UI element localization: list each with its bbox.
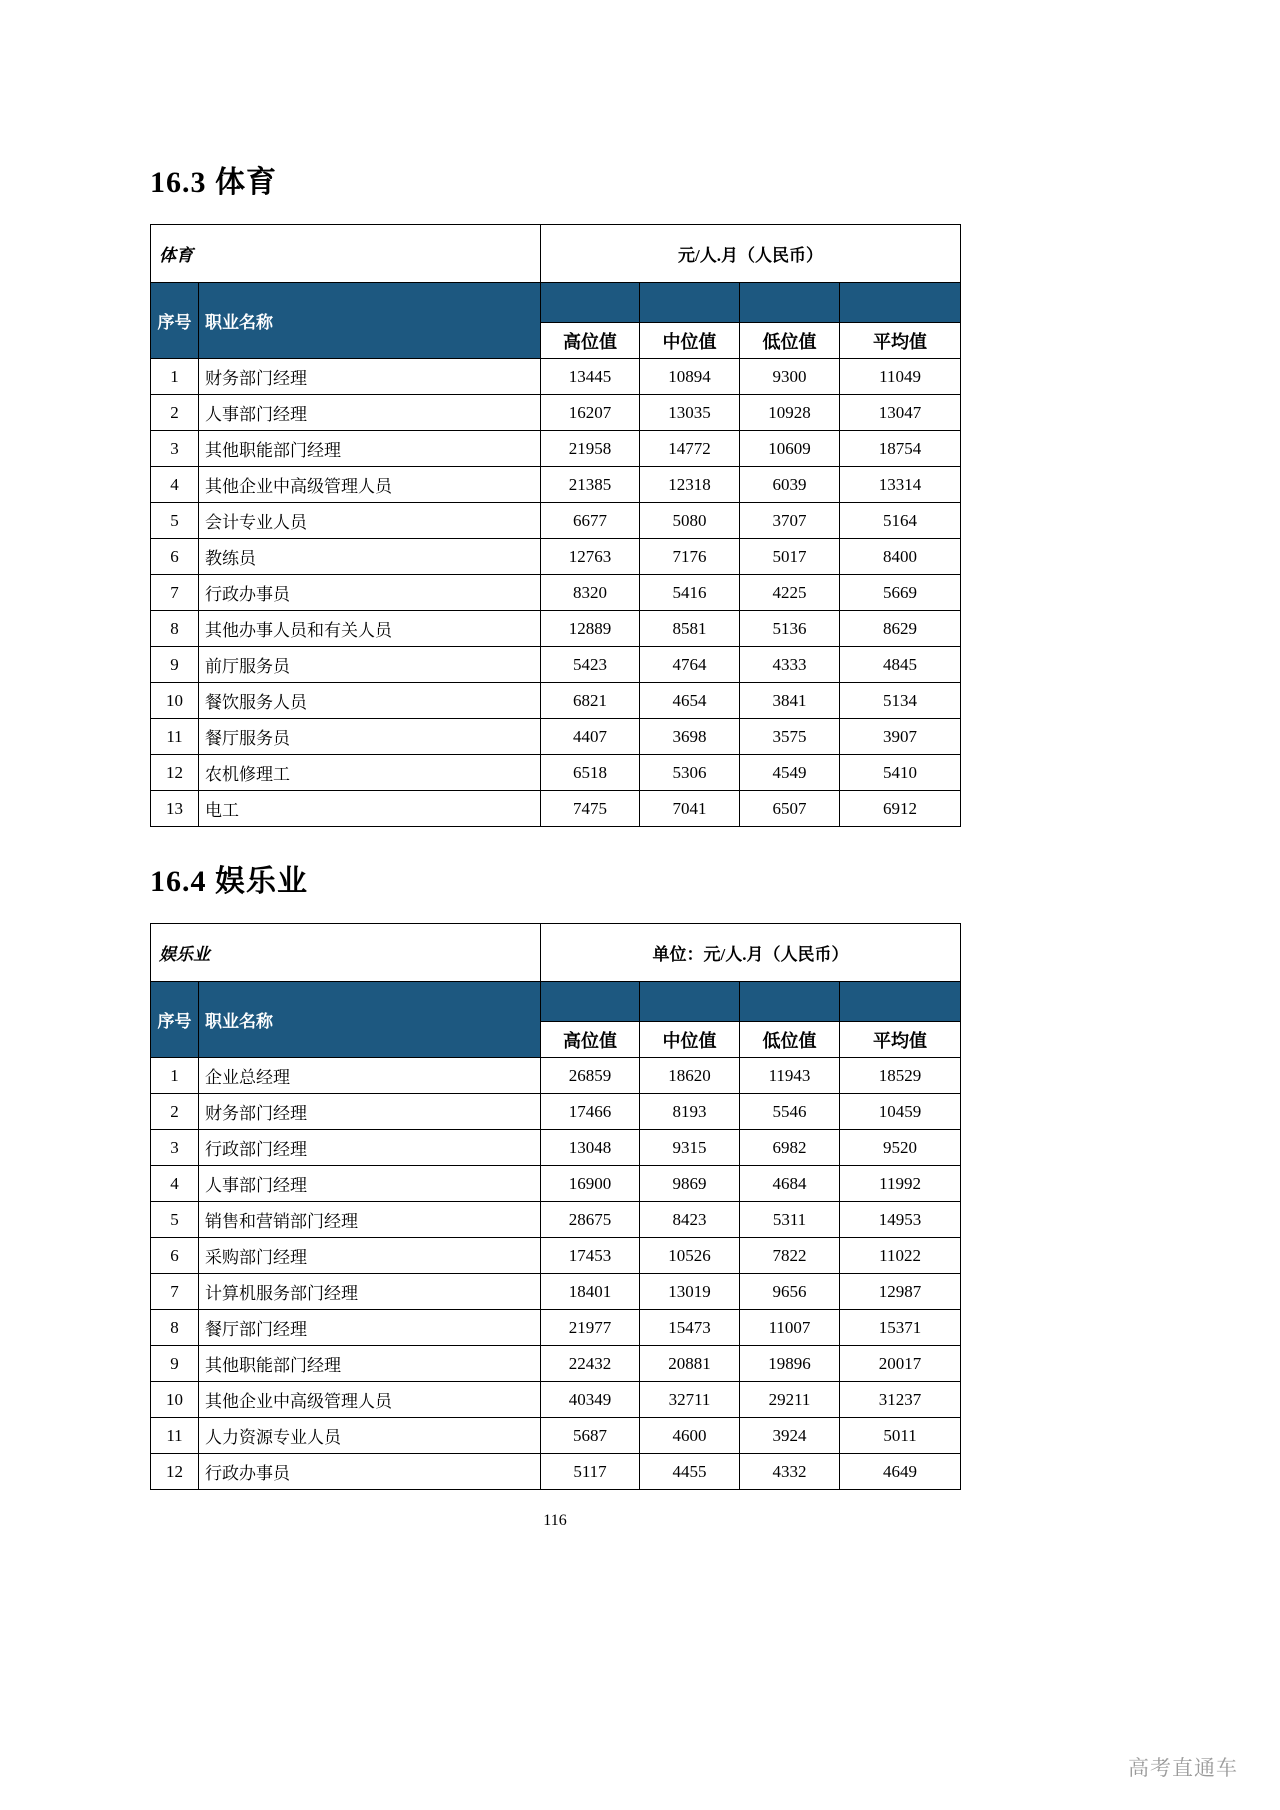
value-cell: 11022: [840, 1238, 961, 1274]
col-header-low: 低位值: [740, 1022, 840, 1058]
value-cell: 16900: [541, 1166, 640, 1202]
value-cell: 13445: [541, 359, 640, 395]
occupation-name: 餐厅部门经理: [199, 1310, 541, 1346]
col-header-low: 低位值: [740, 323, 840, 359]
value-cell: 3707: [740, 503, 840, 539]
header-band-cell: [740, 982, 840, 1022]
value-cell: 4684: [740, 1166, 840, 1202]
col-header-high: 高位值: [541, 323, 640, 359]
value-cell: 18754: [840, 431, 961, 467]
row-index: 2: [151, 395, 199, 431]
col-header-index: 序号: [151, 982, 199, 1058]
value-cell: 4455: [640, 1454, 740, 1490]
value-cell: 3841: [740, 683, 840, 719]
header-band-cell: [840, 283, 961, 323]
value-cell: 6507: [740, 791, 840, 827]
table-row: [151, 431, 961, 467]
value-cell: 3698: [640, 719, 740, 755]
occupation-name: 销售和营销部门经理: [199, 1202, 541, 1238]
table-row: [151, 719, 961, 755]
row-index: 12: [151, 1454, 199, 1490]
occupation-name: 人事部门经理: [199, 395, 541, 431]
row-index: 8: [151, 1310, 199, 1346]
header-band-cell: [541, 982, 640, 1022]
value-cell: 9315: [640, 1130, 740, 1166]
value-cell: 13048: [541, 1130, 640, 1166]
value-cell: 17466: [541, 1094, 640, 1130]
row-index: 7: [151, 575, 199, 611]
value-cell: 16207: [541, 395, 640, 431]
table-row: [151, 1094, 961, 1130]
occupation-name: 计算机服务部门经理: [199, 1274, 541, 1310]
occupation-name: 其他职能部门经理: [199, 1346, 541, 1382]
value-cell: 6518: [541, 755, 640, 791]
value-cell: 7822: [740, 1238, 840, 1274]
value-cell: 12889: [541, 611, 640, 647]
value-cell: 4649: [840, 1454, 961, 1490]
value-cell: 8581: [640, 611, 740, 647]
col-header-median: 中位值: [640, 1022, 740, 1058]
table-row: [151, 1346, 961, 1382]
row-index: 8: [151, 611, 199, 647]
row-index: 1: [151, 1058, 199, 1094]
value-cell: 20017: [840, 1346, 961, 1382]
table-row: [151, 755, 961, 791]
occupation-name: 采购部门经理: [199, 1238, 541, 1274]
row-index: 10: [151, 683, 199, 719]
section-title-sports: 16.3 体育: [150, 166, 277, 199]
value-cell: 5011: [840, 1418, 961, 1454]
table-row: [151, 1166, 961, 1202]
row-index: 5: [151, 503, 199, 539]
row-index: 10: [151, 1382, 199, 1418]
occupation-name: 电工: [199, 791, 541, 827]
value-cell: 14772: [640, 431, 740, 467]
occupation-name: 教练员: [199, 539, 541, 575]
value-cell: 3907: [840, 719, 961, 755]
table-row: [151, 1202, 961, 1238]
col-header-median: 中位值: [640, 323, 740, 359]
value-cell: 21958: [541, 431, 640, 467]
table-label: 体育: [151, 225, 541, 283]
occupation-name: 财务部门经理: [199, 359, 541, 395]
occupation-name: 其他办事人员和有关人员: [199, 611, 541, 647]
row-index: 13: [151, 791, 199, 827]
value-cell: 8629: [840, 611, 961, 647]
occupation-name: 餐厅服务员: [199, 719, 541, 755]
page-number: 116: [543, 1512, 567, 1529]
occupation-name: 人力资源专业人员: [199, 1418, 541, 1454]
row-index: 11: [151, 1418, 199, 1454]
value-cell: 6677: [541, 503, 640, 539]
table-row: [151, 1382, 961, 1418]
row-index: 4: [151, 1166, 199, 1202]
value-cell: 13314: [840, 467, 961, 503]
occupation-name: 前厅服务员: [199, 647, 541, 683]
value-cell: 5546: [740, 1094, 840, 1130]
value-cell: 11943: [740, 1058, 840, 1094]
value-cell: 5136: [740, 611, 840, 647]
value-cell: 4654: [640, 683, 740, 719]
value-cell: 5423: [541, 647, 640, 683]
value-cell: 18620: [640, 1058, 740, 1094]
occupation-name: 行政部门经理: [199, 1130, 541, 1166]
value-cell: 9656: [740, 1274, 840, 1310]
value-cell: 13019: [640, 1274, 740, 1310]
value-cell: 7041: [640, 791, 740, 827]
value-cell: 11007: [740, 1310, 840, 1346]
header-band-cell: [640, 283, 740, 323]
table-row: [151, 683, 961, 719]
occupation-name: 财务部门经理: [199, 1094, 541, 1130]
col-header-average: 平均值: [840, 1022, 961, 1058]
value-cell: 4764: [640, 647, 740, 683]
value-cell: 40349: [541, 1382, 640, 1418]
table-row: [151, 467, 961, 503]
table-row: [151, 1130, 961, 1166]
value-cell: 4845: [840, 647, 961, 683]
value-cell: 13035: [640, 395, 740, 431]
table-row: [151, 611, 961, 647]
value-cell: 21977: [541, 1310, 640, 1346]
value-cell: 12763: [541, 539, 640, 575]
value-cell: 5306: [640, 755, 740, 791]
value-cell: 6982: [740, 1130, 840, 1166]
table-row: [151, 503, 961, 539]
value-cell: 8400: [840, 539, 961, 575]
table-row: [151, 1274, 961, 1310]
value-cell: 17453: [541, 1238, 640, 1274]
value-cell: 13047: [840, 395, 961, 431]
value-cell: 5410: [840, 755, 961, 791]
header-band-cell: [640, 982, 740, 1022]
row-index: 5: [151, 1202, 199, 1238]
header-band-cell: [740, 283, 840, 323]
table-row: [151, 791, 961, 827]
value-cell: 19896: [740, 1346, 840, 1382]
col-header-average: 平均值: [840, 323, 961, 359]
table-caption-row: [151, 924, 961, 982]
occupation-name: 农机修理工: [199, 755, 541, 791]
table-row: [151, 1310, 961, 1346]
occupation-name: 餐饮服务人员: [199, 683, 541, 719]
table-body: [151, 1058, 961, 1490]
value-cell: 10526: [640, 1238, 740, 1274]
watermark-text: 高考直通车: [1128, 1757, 1238, 1780]
occupation-name: 行政办事员: [199, 575, 541, 611]
row-index: 1: [151, 359, 199, 395]
value-cell: 6039: [740, 467, 840, 503]
value-cell: 4225: [740, 575, 840, 611]
row-index: 6: [151, 539, 199, 575]
value-cell: 18401: [541, 1274, 640, 1310]
row-index: 2: [151, 1094, 199, 1130]
value-cell: 26859: [541, 1058, 640, 1094]
unit-label: 元/人.月（人民币）: [541, 225, 961, 283]
unit-label: 单位：元/人.月（人民币）: [541, 924, 961, 982]
value-cell: 4333: [740, 647, 840, 683]
header-band-cell: [541, 283, 640, 323]
occupation-name: 其他职能部门经理: [199, 431, 541, 467]
table-row: [151, 1454, 961, 1490]
row-index: 3: [151, 431, 199, 467]
value-cell: 21385: [541, 467, 640, 503]
value-cell: 10459: [840, 1094, 961, 1130]
value-cell: 14953: [840, 1202, 961, 1238]
occupation-name: 其他企业中高级管理人员: [199, 1382, 541, 1418]
row-index: 7: [151, 1274, 199, 1310]
occupation-name: 人事部门经理: [199, 1166, 541, 1202]
value-cell: 6912: [840, 791, 961, 827]
row-index: 4: [151, 467, 199, 503]
header-band-row: [151, 283, 961, 323]
header-band-cell: [840, 982, 961, 1022]
value-cell: 15473: [640, 1310, 740, 1346]
table-row: [151, 647, 961, 683]
value-cell: 5080: [640, 503, 740, 539]
value-cell: 5311: [740, 1202, 840, 1238]
value-cell: 8320: [541, 575, 640, 611]
value-cell: 8193: [640, 1094, 740, 1130]
sports-salary-table: [150, 224, 961, 827]
value-cell: 4332: [740, 1454, 840, 1490]
value-cell: 5687: [541, 1418, 640, 1454]
value-cell: 5017: [740, 539, 840, 575]
value-cell: 7176: [640, 539, 740, 575]
value-cell: 9300: [740, 359, 840, 395]
value-cell: 29211: [740, 1382, 840, 1418]
value-cell: 5669: [840, 575, 961, 611]
value-cell: 5416: [640, 575, 740, 611]
value-cell: 32711: [640, 1382, 740, 1418]
value-cell: 9520: [840, 1130, 961, 1166]
table-row: [151, 1238, 961, 1274]
row-index: 9: [151, 1346, 199, 1382]
value-cell: 9869: [640, 1166, 740, 1202]
col-header-name: 职业名称: [199, 982, 541, 1058]
value-cell: 3924: [740, 1418, 840, 1454]
row-index: 3: [151, 1130, 199, 1166]
value-cell: 10609: [740, 431, 840, 467]
section-title-entertainment: 16.4 娱乐业: [150, 865, 308, 898]
value-cell: 31237: [840, 1382, 961, 1418]
value-cell: 4600: [640, 1418, 740, 1454]
col-header-index: 序号: [151, 283, 199, 359]
row-index: 12: [151, 755, 199, 791]
value-cell: 4407: [541, 719, 640, 755]
row-index: 11: [151, 719, 199, 755]
entertainment-salary-table: [150, 923, 961, 1490]
value-cell: 3575: [740, 719, 840, 755]
value-cell: 6821: [541, 683, 640, 719]
value-cell: 20881: [640, 1346, 740, 1382]
row-index: 6: [151, 1238, 199, 1274]
value-cell: 12318: [640, 467, 740, 503]
value-cell: 7475: [541, 791, 640, 827]
col-header-name: 职业名称: [199, 283, 541, 359]
value-cell: 5134: [840, 683, 961, 719]
value-cell: 8423: [640, 1202, 740, 1238]
value-cell: 5117: [541, 1454, 640, 1490]
value-cell: 12987: [840, 1274, 961, 1310]
col-header-high: 高位值: [541, 1022, 640, 1058]
value-cell: 15371: [840, 1310, 961, 1346]
occupation-name: 其他企业中高级管理人员: [199, 467, 541, 503]
value-cell: 4549: [740, 755, 840, 791]
occupation-name: 会计专业人员: [199, 503, 541, 539]
table-label: 娱乐业: [151, 924, 541, 982]
table-row: [151, 395, 961, 431]
header-band-row: [151, 982, 961, 1022]
value-cell: 11992: [840, 1166, 961, 1202]
table-row: [151, 539, 961, 575]
page-content: [150, 0, 960, 1530]
occupation-name: 行政办事员: [199, 1454, 541, 1490]
value-cell: 10894: [640, 359, 740, 395]
value-cell: 22432: [541, 1346, 640, 1382]
value-cell: 10928: [740, 395, 840, 431]
table-row: [151, 1418, 961, 1454]
row-index: 9: [151, 647, 199, 683]
value-cell: 28675: [541, 1202, 640, 1238]
value-cell: 5164: [840, 503, 961, 539]
table-body: [151, 359, 961, 827]
table-row: [151, 575, 961, 611]
occupation-name: 企业总经理: [199, 1058, 541, 1094]
table-row: [151, 359, 961, 395]
table-caption-row: [151, 225, 961, 283]
table-row: [151, 1058, 961, 1094]
value-cell: 18529: [840, 1058, 961, 1094]
value-cell: 11049: [840, 359, 961, 395]
